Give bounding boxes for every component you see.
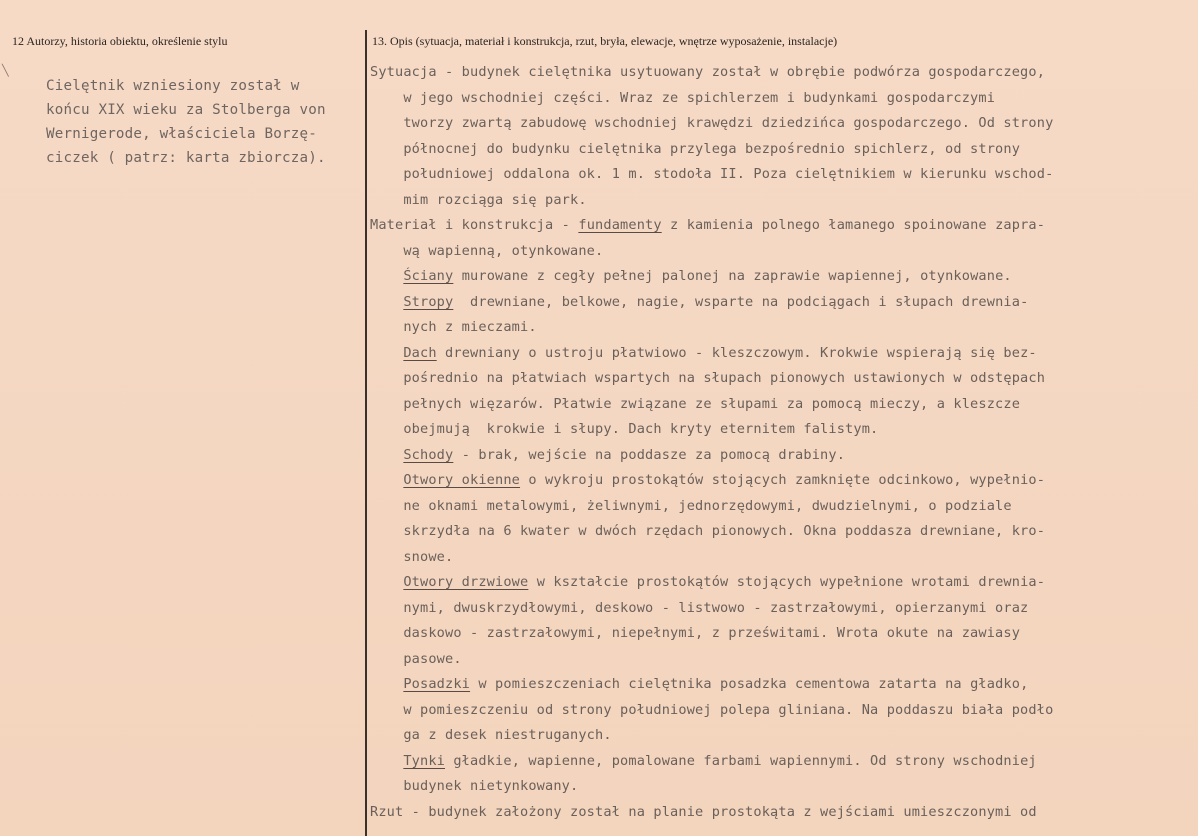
underlined-term: Posadzki: [403, 676, 471, 692]
line-text: skrzydła na 6 kwater w dwóch rzędach pionowych. Okna poddasza drewniane, kro-: [370, 523, 1046, 539]
line-text: wą wapienną, otynkowane.: [370, 242, 604, 259]
underlined-term: Otwory okienne: [403, 472, 521, 488]
line-text: daskowo - zastrzałowymi, niepełnymi, z prześwitami. Wrota okute na zawiasy: [370, 625, 1021, 641]
history-line: końcu XIX wieku za Stolberga von: [46, 102, 326, 118]
description-line: [370, 519, 1182, 545]
description-line: [370, 621, 1182, 647]
line-text: mim rozciąga się park.: [370, 191, 587, 208]
line-text: w jego wschodniej części. Wraz ze spichlerzem i budynkami gospodarczymi: [370, 89, 996, 106]
history-line: Cielętnik wzniesiony został w: [46, 78, 300, 94]
description-line: [370, 417, 1182, 443]
description-line: [370, 213, 1182, 239]
line-text: [370, 574, 403, 590]
line-text: obejmują krokwie i słupy. Dach kryty eternitem falistym.: [370, 421, 879, 437]
description-line: [370, 723, 1182, 749]
description-line: [370, 315, 1182, 341]
description-line: [370, 800, 1182, 826]
line-text: [370, 447, 403, 463]
line-text: [370, 472, 403, 488]
description-line: [370, 162, 1182, 188]
line-text: snowe.: [370, 548, 454, 565]
description-line: [370, 60, 1182, 86]
description-line: [370, 647, 1182, 673]
description-line: [370, 672, 1182, 698]
line-text: Rzut - budynek założony został na planie prostokąta z wejściami umieszczonymi od: [370, 803, 1037, 820]
line-text: murowane z cegły pełnej palonej na zaprawie wapiennej, otynkowane.: [453, 268, 1012, 284]
line-text: ne oknami metalowymi, żeliwnymi, jednorzędowymi, dwudzielnymi, o podziale: [370, 497, 1012, 514]
description-line: [370, 443, 1182, 469]
description-line: [370, 749, 1182, 775]
description-line: [370, 545, 1182, 571]
line-text: nych z mieczami.: [370, 319, 537, 335]
line-text: południowej oddalona ok. 1 m. stodoła II. Poza cielętnikiem w kierunku wschod-: [370, 166, 1054, 182]
line-text: pośrednio na płatwiach wspartych na słupach pionowych ustawionych w odstępach: [370, 370, 1046, 386]
underlined-term: Otwory drzwiowe: [403, 574, 529, 590]
description-line: [370, 188, 1182, 214]
underlined-term: Ściany: [403, 268, 454, 284]
description-line: [370, 290, 1182, 316]
description-line: [370, 774, 1182, 800]
line-text: o wykroju prostokątów stojących zamknięte odcinkowo, wypełnio-: [520, 472, 1046, 488]
line-text: nymi, dwuskrzydłowymi, deskowo - listwowo - zastrzałowymi, opierzanymi oraz: [370, 599, 1029, 616]
description-line: [370, 392, 1182, 418]
history-line: Wernigerode, właściciela Borzę-: [46, 126, 317, 142]
description-line: [370, 137, 1182, 163]
line-text: gładkie, wapienne, pomalowane farbami wapiennymi. Od strony wschodniej: [445, 752, 1037, 769]
line-text: [370, 294, 403, 310]
line-text: drewniany o ustroju płatwiowo - kleszczowym. Krokwie wspierają się bez-: [436, 344, 1037, 361]
description-line: [370, 264, 1182, 290]
line-text: - brak, wejście na poddasze za pomocą drabiny.: [453, 446, 846, 463]
description-line: [370, 111, 1182, 137]
right-section-header: 13. Opis (sytuacja, materiał i konstrukcja, rzut, bryła, elewacje, wnętrze wyposażenie, instalacje): [372, 34, 838, 48]
description-line: [370, 86, 1182, 112]
line-text: pełnych więzarów. Płatwie związane ze słupami za pomocą mieczy, a kleszcze: [370, 395, 1021, 412]
corner-mark: ╲: [2, 64, 9, 77]
underlined-term: Schody: [403, 446, 454, 463]
description-line: [370, 698, 1182, 724]
line-text: tworzy zwartą zabudowę wschodniej krawędzi dziedzińca gospodarczego. Od strony: [370, 115, 1054, 131]
underlined-term: fundamenty: [578, 217, 662, 233]
description-line: [370, 239, 1182, 265]
line-text: drewniane, belkowe, nagie, wsparte na podciągach i słupach drewnia-: [453, 293, 1029, 310]
line-text: z kamienia polnego łamanego spoinowane zapra-: [661, 217, 1046, 233]
underlined-term: Dach: [403, 344, 437, 361]
history-text: [46, 74, 364, 170]
line-text: Sytuacja - budynek cielętnika usytuowany został w obrębie podwórza gospodarczego,: [370, 64, 1046, 80]
description-line: [370, 570, 1182, 596]
description-line: [370, 494, 1182, 520]
line-text: [370, 676, 403, 692]
line-text: [370, 753, 403, 769]
line-text: budynek nietynkowany.: [370, 778, 579, 794]
column-divider: [365, 30, 367, 836]
description-text: [370, 60, 1182, 825]
description-line: [370, 596, 1182, 622]
underlined-term: Stropy: [403, 293, 454, 310]
description-line: [370, 341, 1182, 367]
left-section-header: 12 Autorzy, historia obiektu, określenie stylu: [12, 34, 228, 48]
line-text: ga z desek niestruganych.: [370, 727, 612, 743]
line-text: [370, 268, 403, 284]
underlined-term: Tynki: [403, 752, 446, 769]
line-text: w pomieszczeniach cielętnika posadzka cementowa zatarta na gładko,: [470, 676, 1029, 692]
description-line: [370, 468, 1182, 494]
line-text: północnej do budynku cielętnika przylega bezpośrednio spichlerz, od strony: [370, 140, 1021, 157]
description-line: [370, 366, 1182, 392]
history-line: ciczek ( patrz: karta zbiorcza).: [46, 150, 326, 166]
line-text: Materiał i konstrukcja -: [370, 217, 579, 233]
line-text: [370, 345, 403, 361]
line-text: w kształcie prostokątów stojących wypełnione wrotami drewnia-: [528, 574, 1046, 590]
line-text: w pomieszczeniu od strony południowej polepa gliniana. Na poddaszu biała podło: [370, 701, 1054, 718]
line-text: pasowe.: [370, 650, 462, 667]
